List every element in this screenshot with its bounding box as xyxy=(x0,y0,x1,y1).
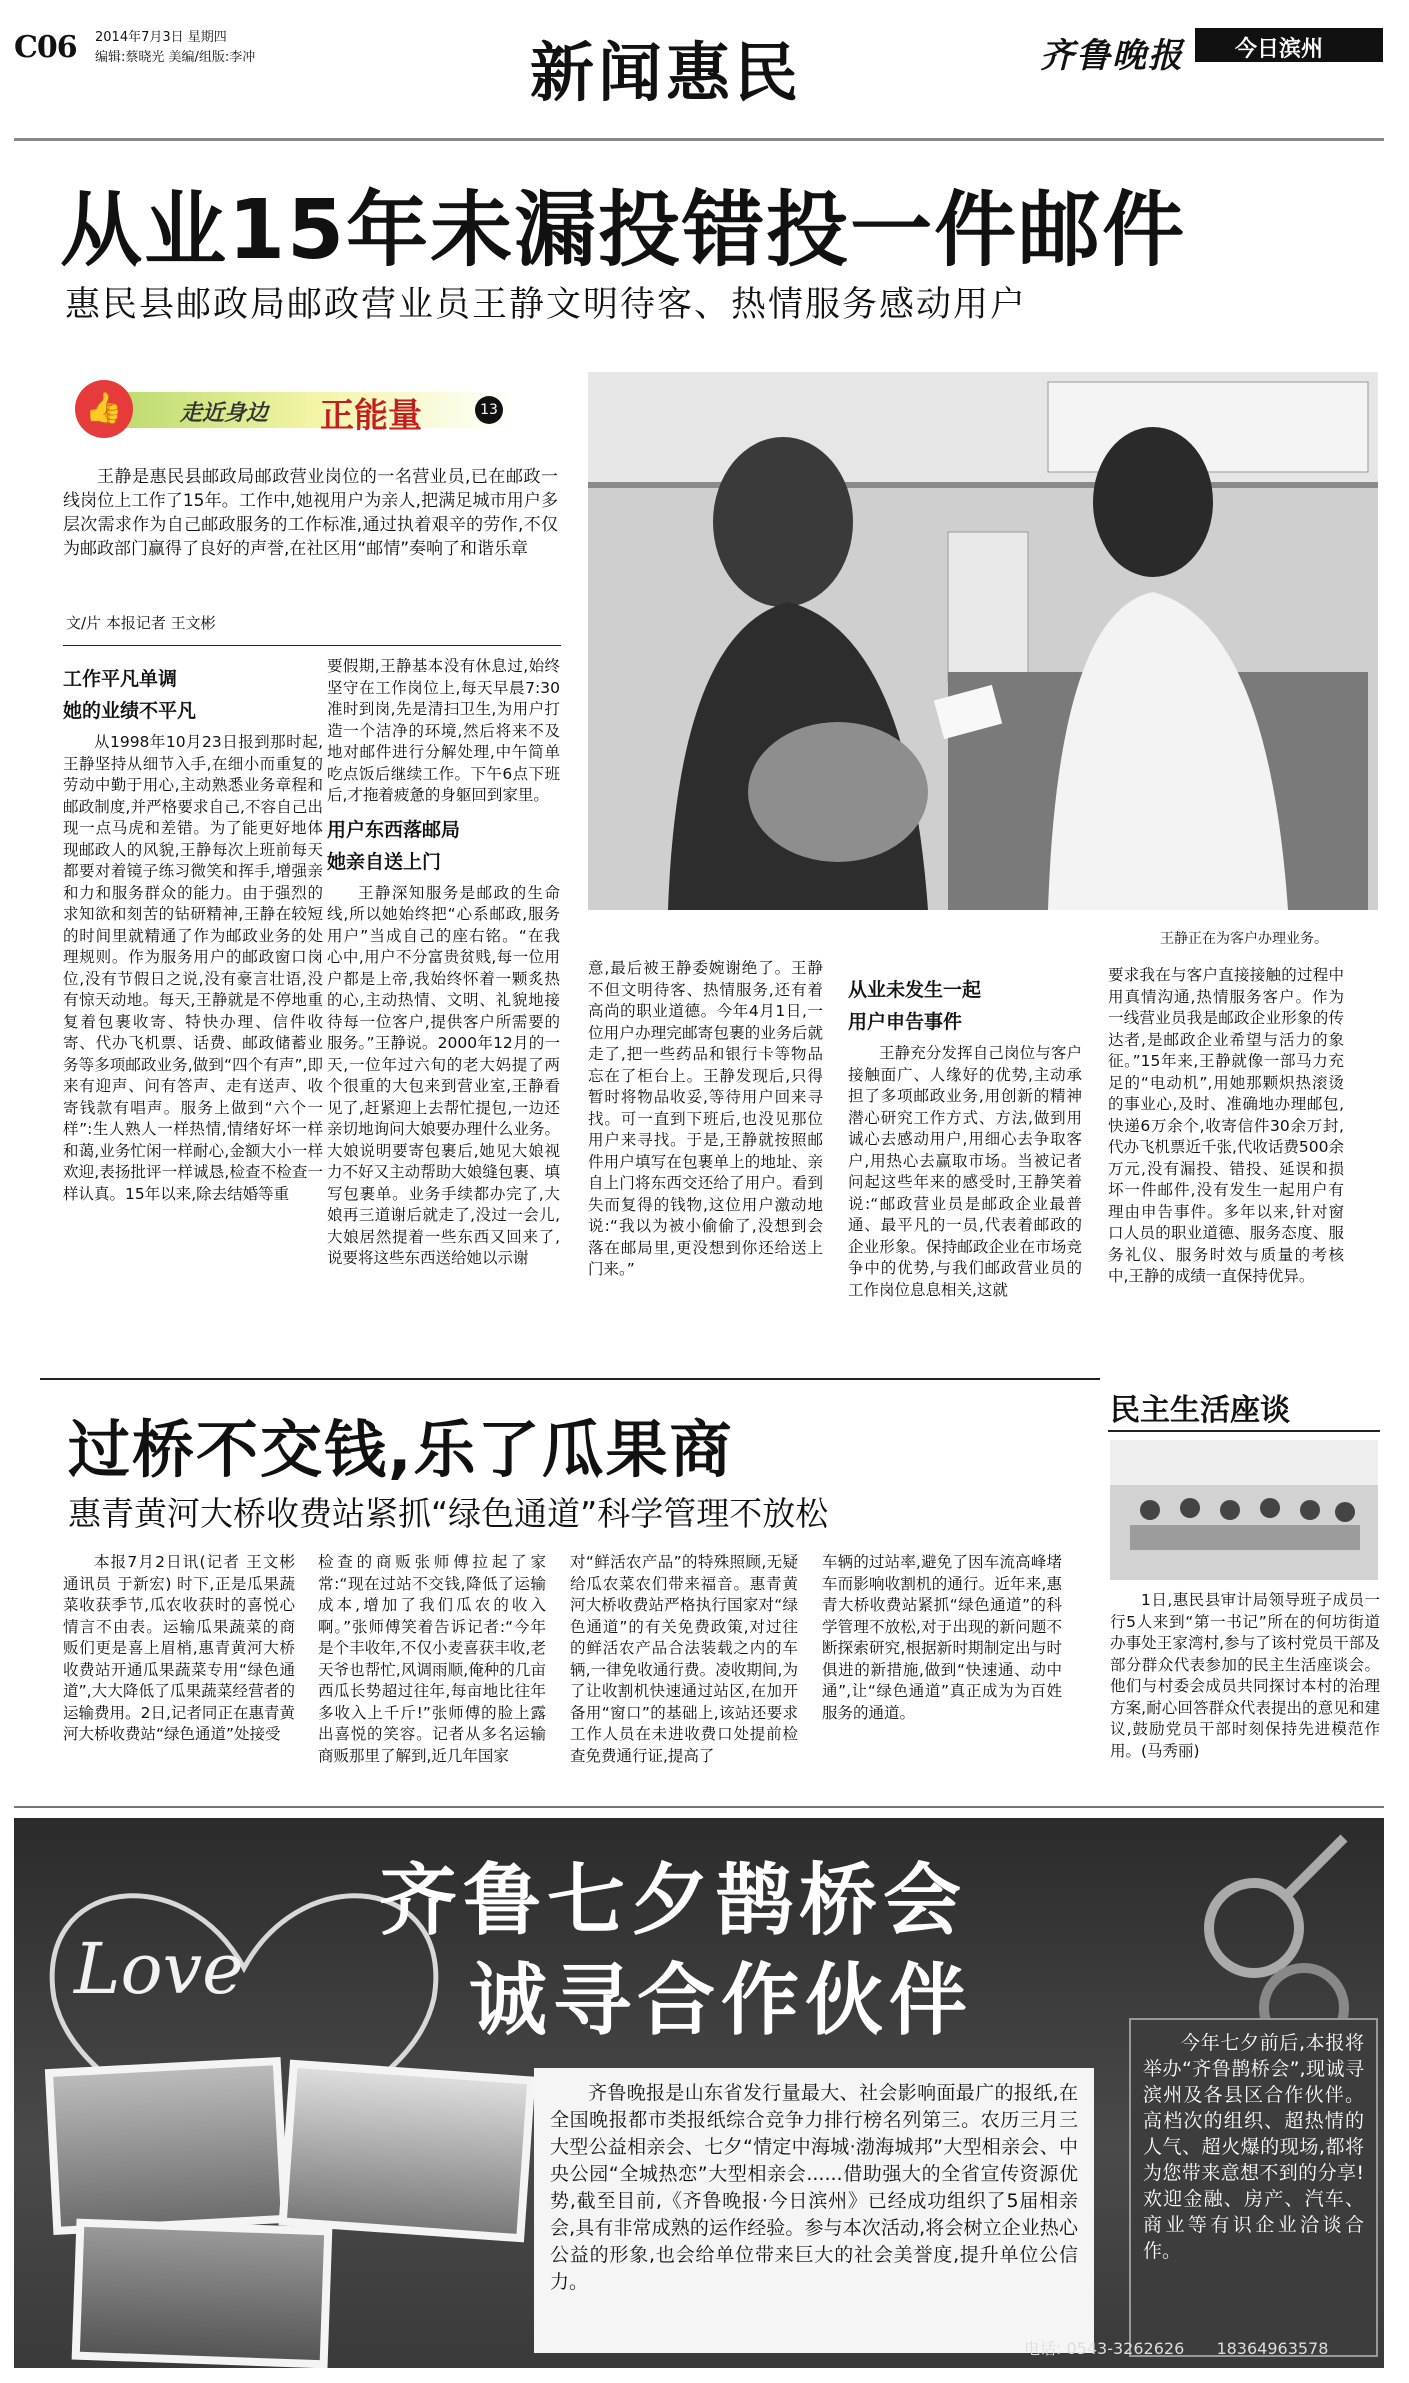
badge-band xyxy=(105,392,515,428)
story1-subhead: 惠民县邮政局邮政营业员王静文明待客、热情服务感动用户 xyxy=(65,285,1028,325)
col4-text: 王静充分发挥自己岗位与客户接触面广、人缘好的优势,主动承担了多项邮政业务,用创新的精神潜心研究工作方式、方法,做到用诚心去感动用户,用细心去争取客户,用热心去赢取市场。当被记者问起这些年来的感受时,王静笑着说:“邮政营业员是邮政企业最普通、最平凡的一员,代表着邮政的企业形象。保持邮政企业在市场竞争中的优势,与我们邮政营业员的工作岗位息息相关,这就 xyxy=(848,1044,1082,1299)
phone-label: 电话: xyxy=(1024,2339,1062,2358)
section-title: 新闻惠民 xyxy=(530,36,802,111)
ad-headline-2: 诚寻合作伙伴 xyxy=(469,1955,974,2046)
phone-number-1: 0543-3262626 xyxy=(1066,2339,1185,2358)
badge-text-energy: 正能量 xyxy=(320,396,422,436)
col4-subhead-b: 用户申告事件 xyxy=(848,1011,963,1033)
edition-badge xyxy=(1195,28,1383,62)
story2-col1 xyxy=(63,1552,295,1797)
story1-photo xyxy=(588,372,1378,910)
thumbs-up-icon: 👍 xyxy=(75,380,133,438)
editors-line: 编辑:蔡晓光 美编/组版:李冲 xyxy=(95,50,256,65)
story2-col4 xyxy=(822,1552,1062,1797)
ad-panel xyxy=(14,1818,1384,2368)
story2-subhead: 惠青黄河大桥收费站紧抓“绿色通道”科学管理不放松 xyxy=(68,1494,829,1533)
page-number: C06 xyxy=(14,30,77,65)
sidebar-photo xyxy=(1110,1440,1378,1580)
story1-lead: 王静是惠民县邮政局邮政营业岗位的一名营业员,已在邮政一线岗位上工作了15年。工作中,她视用户为亲人,把满足城市用户多层次需求作为自己邮政服务的工作标准,通过执着艰辛的劳作,不仅为邮政部门赢得了良好的声誉,在社区用“邮情”奏响了和谐乐章 xyxy=(63,467,558,559)
ad-body-box xyxy=(534,2068,1094,2353)
ad-photo-2-image xyxy=(287,2068,527,2234)
ad-love-word: Love xyxy=(74,1928,244,2010)
story2-headline: 过桥不交钱,乐了瓜果商 xyxy=(68,1413,734,1486)
story2-col3-text: 对“鲜活农产品”的特殊照顾,无疑给瓜农菜农们带来福音。惠青黄河大桥收费站严格执行国家对“绿色通道”的有关免费政策,对过往的鲜活农产品合法装载之内的车辆,一律免收通行费。凌收期间,为了让收割机快速通过站区,在加开备用“窗口”的基础上,该站还要求工作人员在未进收费口处提前检查免费通行证,提高了 xyxy=(570,1553,798,1765)
col4-subhead-a: 从业未发生一起 xyxy=(848,979,982,1001)
ad-photo-3-image xyxy=(80,2227,324,2360)
col2-text-a: 要假期,王静基本没有休息过,始终坚守在工作岗位上,每天早晨7:30准时到岗,先是清扫卫生,为用户打造一个洁净的环境,然后将来不及地对邮件进行分解处理,中午简单吃点饭后继续工作。下午6点下班后,才拖着疲惫的身躯回到家里。 xyxy=(327,657,560,804)
issue-date: 2014年7月3日 星期四 xyxy=(95,30,227,45)
story1-byline: 文/片 本报记者 王文彬 xyxy=(66,614,216,632)
col2-subhead-a: 用户东西落邮局 xyxy=(327,818,461,841)
positive-energy-badge xyxy=(75,380,515,438)
ad-photo-1 xyxy=(45,2057,289,2235)
sidebar-title: 民主生活座谈 xyxy=(1110,1393,1290,1428)
col1-subhead-b: 她的业绩不平凡 xyxy=(63,700,197,722)
story1-col3 xyxy=(588,958,823,1370)
story1-col1 xyxy=(63,660,323,1370)
ad-photo-3 xyxy=(72,2219,333,2368)
story2-col1-text: 本报7月2日讯(记者 王文彬 通讯员 于新宏) 时下,正是瓜果蔬菜收获季节,瓜农收获时的喜悦心情言不由表。运输瓜果蔬菜的商贩们更是喜上眉梢,惠青黄河大桥收费站开通瓜果蔬菜专用“绿色通道”,大大降低了瓜果蔬菜经营者的运输费用。2日,记者同正在惠青黄河大桥收费站“绿色通道”处接受 xyxy=(63,1553,295,1743)
story1-photo-caption: 王静正在为客户办理业务。 xyxy=(1160,931,1328,947)
badge-number: 13 xyxy=(475,396,503,424)
story1-col5 xyxy=(1108,965,1344,1370)
meeting-scene xyxy=(1110,1440,1378,1580)
page-mid-rule xyxy=(14,1806,1384,1808)
col2-text-b: 王静深知服务是邮政的生命线,所以她始终把“心系邮政,服务用户”当成自己的座右铭。“在我心中,用户不分富贵贫贱,每一位用户都是上帝,我始终怀着一颗炙热的心,主动热情、文明、礼貌地接待每一位客户,提供客户所需要的服务。”王静说。2000年12月的一天,一位年过六旬的老大妈提了两个很重的大包来到营业室,王静看见了,赶紧迎上去帮忙提包,一边还亲切地询问大娘要办理什么业务。大娘说明要寄包裹后,她见大娘视力不好又主动帮助大娘缝包裹、填写包裹单。业务手续都办完了,大娘再三道谢后就走了,没过一会儿,大娘居然提着一些东西又回来了,说要将这些东西送给她以示谢 xyxy=(327,883,560,1267)
ad-side-box xyxy=(1129,2018,1378,2357)
story2-col3 xyxy=(570,1552,798,1797)
sidebar-body: 1日,惠民县审计局领导班子成员一行5人来到“第一书记”所在的何坊街道办事处王家湾村,参与了该村党员干部及部分群众代表参加的民主生活座谈会。他们与村委会成员共同探讨本村的治理方案,耐心回答群众代表提出的意见和建议,鼓励党员干部时刻保持先进模范作用。(马秀丽) xyxy=(1110,1591,1380,1760)
col2-subhead-b: 她亲自送上门 xyxy=(327,850,442,873)
header-rule xyxy=(14,138,1384,141)
badge-text-near: 走近身边 xyxy=(180,401,269,426)
story2-col2 xyxy=(318,1552,546,1797)
ad-headline-1: 齐鲁七夕鹊桥会 xyxy=(379,1855,968,1946)
col5-text: 要求我在与客户直接接触的过程中用真情沟通,热情服务客户。作为一线营业员我是邮政企业形象的传达者,是邮政企业希望与活力的象征。”15年来,王静就像一部马力充足的“电动机”,用她那颗炽热滚烫的事业心,及时、准确地办理邮包,快递6万余个,收寄信件30余万封,代办飞机票近千张,代收话费500余万元,没有漏投、错投、延误和损坏一件邮件,没有发生一起用户有理由申告事件。多年以来,针对窗口人员的职业道德、服务态度、服务礼仪、服务时效与质量的考核中,王静的成绩一直保持优异。 xyxy=(1108,966,1344,1285)
phone-number-2: 18364963578 xyxy=(1216,2339,1329,2358)
story1-headline: 从业15年未漏投错投一件邮件 xyxy=(60,183,1187,278)
newspaper-logo: 齐鲁晚报 xyxy=(1040,36,1184,76)
story1-bottom-rule xyxy=(40,1378,1100,1380)
ad-body-text: 齐鲁晚报是山东省发行量最大、社会影响面最广的报纸,在全国晚报都市类报纸综合竞争力排行榜名列第三。农历三月三大型公益相亲会、七夕“情定中海城·渤海城邦”大型相亲会、中央公园“全城热恋”大型相亲会......借助强大的全省宣传资源优势,截至目前,《齐鲁晚报·今日滨州》已经成功组织了5届相亲会,具有非常成熟的运作经验。参与本次活动,将会树立企业热心公益的形象,也会给单位带来巨大的社会美誉度,提升单位公信力。 xyxy=(550,2082,1078,2293)
ad-photo-1-image xyxy=(53,2065,281,2226)
story1-col4 xyxy=(848,975,1082,1370)
photo-scene xyxy=(588,372,1378,910)
story2-col4-text: 车辆的过站率,避免了因车流高峰堵车而影响收割机的通行。近年来,惠青大桥收费站紧抓“绿色通道”的科学管理不放松,对于出现的新问题不断探索研究,根据新时期制定出与时俱进的新措施,做到“快速通、动中通”,让“绿色通道”真正成为为百姓服务的通道。 xyxy=(822,1553,1062,1722)
story2-col2-text: 检查的商贩张师傅拉起了家常:“现在过站不交钱,降低了运输成本,增加了我们瓜农的收入啊。”张师傅笑着告诉记者:“今年是个丰收年,不仅小麦喜获丰收,老天爷也帮忙,风调雨顺,俺种的几亩西瓜长势超过往年,每亩地比往年多收入上千斤!”张师傅的脸上露出喜悦的笑容。记者从多名运输商贩那里了解到,近几年国家 xyxy=(318,1553,546,1765)
ad-contact xyxy=(1024,2336,1328,2359)
col3-text: 意,最后被王静委婉谢绝了。王静不但文明待客、热情服务,还有着高尚的职业道德。今年4月1日,一位用户办理完邮寄包裹的业务后就走了,把一些药品和银行卡等物品忘在了柜台上。王静发现后,只得暂时将物品收妥,等待用户回来寻找。可一直到下班后,也没见那位用户来寻找。于是,王静就按照邮件用户填写在包裹单上的地址、亲自上门将东西交还给了用户。看到失而复得的钱物,这位用户激动地说:“我以为被小偷偷了,没想到会落在邮局里,更没想到你还给送上门来。” xyxy=(588,959,823,1278)
edition-label: 今日滨州 xyxy=(1235,37,1324,62)
story1-col2 xyxy=(327,656,560,1370)
ad-side-text: 今年七夕前后,本报将举办“齐鲁鹊桥会”,现诚寻滨州及各县区合作伙伴。高档次的组织、超热情的人气、超火爆的现场,都将为您带来意想不到的分享!欢迎金融、房产、汽车、商业等有识企业洽谈合作。 xyxy=(1143,2032,1364,2262)
col1-text: 从1998年10月23日报到那时起,王静坚持从细节入手,在细小而重复的劳动中勤于用心,主动熟悉业务章程和邮政制度,并严格要求自己,不容自己出现一点马虎和差错。为了能更好地体现邮政人的风貌,王静每次上班前每天都要对着镜子练习微笑和挥手,增强亲和力和服务群众的能力。由于强烈的求知欲和刻苦的钻研精神,王静在较短的时间里就精通了作为邮政业务的处理规则。作为服务用户的邮政窗口岗位,没有节假日之说,没有豪言壮语,没有惊天动地。每天,王静就是不停地重复着包裹收寄、特快办理、信件收寄、代办飞机票、话费、邮政储蓄业务等多项邮政业务,做到“四个有声”,即来有迎声、问有答声、走有送声、收寄钱款有唱声。服务上做到“六个一样”:生人熟人一样热情,情绪好坏一样和蔼,业务忙闲一样耐心,金额大小一样欢迎,表扬批评一样诚恳,检查不检查一样认真。15年以来,除去结婚等重 xyxy=(63,733,323,1203)
col1-subhead-a: 工作平凡单调 xyxy=(63,668,178,690)
byline-rule xyxy=(63,645,561,646)
sidebar-text xyxy=(1110,1590,1380,1810)
ad-photo-2 xyxy=(279,2060,536,2243)
sidebar-rule xyxy=(1108,1430,1380,1432)
